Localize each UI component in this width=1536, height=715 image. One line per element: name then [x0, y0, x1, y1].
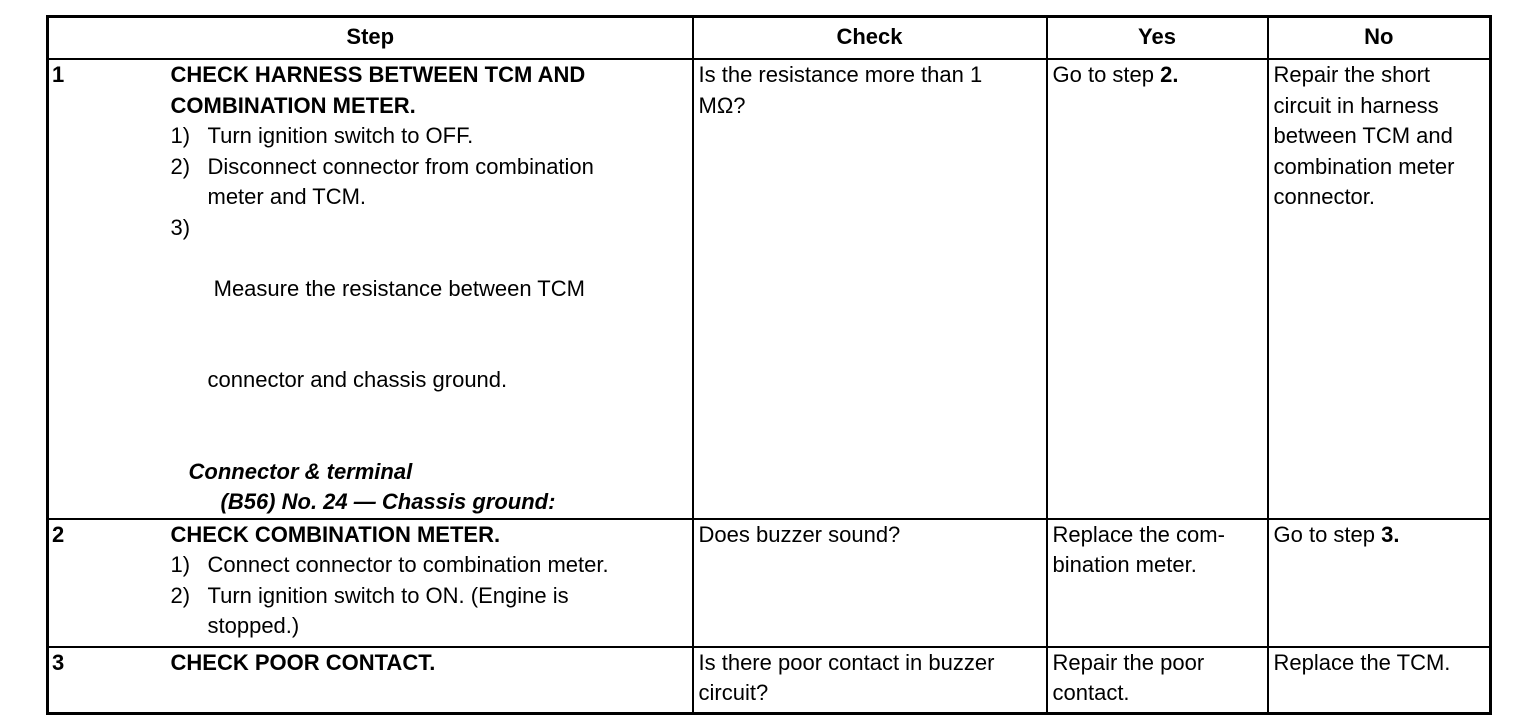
check-text-cont: circuit?	[698, 680, 769, 705]
check-text: Is there poor contact in buzzer	[698, 649, 995, 675]
no-text: Repair the short	[1273, 62, 1431, 87]
step-number: 2	[48, 519, 171, 647]
step-title-cont: COMBINATION METER.	[170, 92, 416, 118]
yes-step-ref: 2.	[1160, 62, 1179, 87]
substep-line: meter and TCM.	[207, 184, 367, 209]
substep-text	[208, 152, 692, 213]
check-text: Is the resistance more than 1	[698, 62, 983, 87]
no-cell	[1268, 59, 1491, 519]
substep	[171, 152, 692, 213]
spec-label: Connector & terminal	[188, 458, 413, 484]
substep-line: Disconnect connector from combination	[207, 153, 594, 179]
no-step-ref: 3.	[1381, 521, 1400, 547]
check-text: Does buzzer sound?	[698, 521, 901, 547]
substep	[171, 581, 692, 642]
yes-text: Go to step	[1052, 62, 1161, 87]
substep	[171, 213, 692, 457]
substep-number: 1)	[170, 552, 191, 577]
step-title: CHECK HARNESS BETWEEN TCM AND	[170, 62, 586, 87]
substep	[171, 550, 692, 581]
step-number: 3	[48, 647, 171, 714]
header-row	[48, 17, 1491, 60]
no-cell	[1268, 519, 1491, 647]
yes-cell	[1047, 519, 1268, 647]
header-no: No	[1268, 17, 1491, 60]
substep-text: Turn ignition switch to OFF.	[207, 123, 474, 148]
substep-number: 2)	[170, 582, 191, 608]
no-text: between TCM and	[1273, 123, 1453, 148]
substep-number: 1)	[170, 123, 191, 148]
header-yes: Yes	[1047, 17, 1268, 60]
diagnostic-table	[46, 15, 1492, 715]
yes-text: Replace the com-	[1052, 521, 1225, 547]
no-text: circuit in harness	[1273, 92, 1439, 118]
table-row-2	[48, 519, 1491, 647]
substep-number: 2)	[170, 153, 191, 179]
spec-value: (B56) No. 24 — Chassis ground:	[220, 489, 556, 514]
step-title: CHECK COMBINATION METER.	[170, 521, 501, 547]
substep-text	[208, 581, 692, 642]
step-number: 1	[48, 59, 171, 519]
check-text-cont: MΩ?	[698, 92, 746, 118]
yes-text: Repair the poor	[1052, 649, 1205, 675]
step-title: CHECK POOR CONTACT.	[170, 649, 436, 675]
substep	[171, 121, 692, 152]
substep-number: 3)	[170, 214, 191, 240]
check-cell	[693, 519, 1047, 647]
substep-text: Connect connector to combination meter.	[207, 552, 609, 577]
yes-text: contact.	[1052, 680, 1130, 705]
substep-text	[208, 213, 692, 457]
header-check: Check	[693, 17, 1047, 60]
yes-cell	[1047, 647, 1268, 714]
substep-line: connector and chassis ground.	[207, 367, 508, 392]
step-description	[171, 647, 693, 714]
check-cell	[693, 59, 1047, 519]
no-text: combination meter	[1273, 153, 1455, 179]
step-description	[171, 519, 693, 647]
table-row-3	[48, 647, 1491, 714]
header-step: Step	[48, 17, 693, 60]
substep-line: stopped.)	[207, 613, 300, 638]
step-description	[171, 59, 693, 519]
substep-line: Measure the resistance between TCM	[207, 275, 585, 301]
yes-cell	[1047, 59, 1268, 519]
no-text: connector.	[1273, 184, 1376, 209]
no-cell	[1268, 647, 1491, 714]
substep-line: Turn ignition switch to ON. (Engine is	[207, 582, 569, 608]
yes-text: bination meter.	[1052, 552, 1197, 577]
no-text: Replace the TCM.	[1273, 649, 1451, 675]
check-cell	[693, 647, 1047, 714]
table-row-1	[48, 59, 1491, 519]
no-text: Go to step	[1273, 521, 1382, 547]
